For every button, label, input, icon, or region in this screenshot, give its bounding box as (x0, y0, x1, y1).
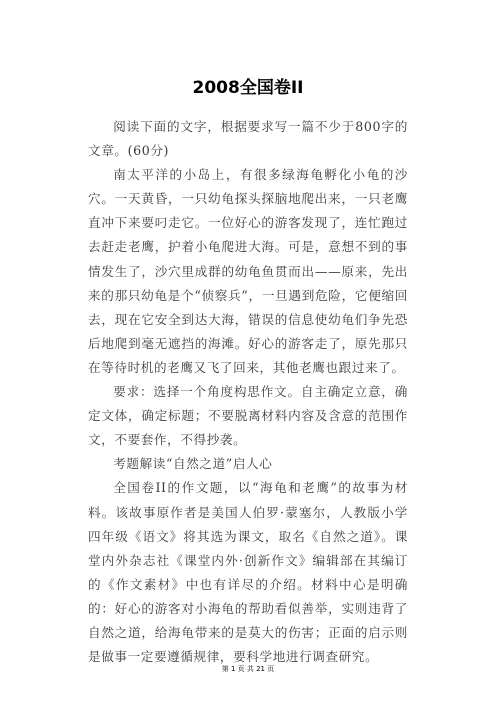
document-body (88, 115, 408, 669)
paragraph-instructions: 阅读下面的文字，根据要求写一篇不少于800字的文章。(60分) (88, 119, 408, 159)
paragraph-analysis-heading: 考题解读“自然之道”启人心 (113, 456, 273, 472)
document-title: 2008全国卷II (192, 78, 304, 98)
paragraph-requirements: 要求：选择一个角度构思作文。自主确定立意，确定文体，确定标题；不要脱离材料内容及含意的范围作文，不要套作，不得抄袭。 (88, 384, 408, 448)
paragraph-analysis: 全国卷II的作文题，以“海龟和老鹰”的故事为材料。该故事原作者是美国人伯罗·蒙塞尔，人教版小学四年级《语文》将其选为课文，取名《自然之道》。课堂内外杂志社《课堂内外·创新作文》编辑部在其编订的《作文素材》中也有详尽的介绍。材料中心是明确的：好心的游客对小海龟的帮助看似善举，实则违背了自然之道，给海龟带来的是莫大的伤害；正面的启示则是做事一定要遵循规律，要科学地进行调查研究。 (88, 480, 408, 665)
paragraph-material: 南太平洋的小岛上，有很多绿海龟孵化小龟的沙穴。一天黄昏，一只幼龟探头探脑地爬出来，一只老鹰直冲下来要叼走它。一位好心的游客发现了，连忙跑过去赶走老鹰，护着小龟爬进大海。可是，意想不到的事情发生了，沙穴里成群的幼龟鱼贯而出——原来，先出来的那只幼龟是个“侦察兵”，一旦遇到危险，它便缩回去，现在它安全到达大海，错误的信息使幼龟们争先恐后地爬到毫无遮挡的海滩。好心的游客走了，原先那只在等待时机的老鹰又飞了回来，其他老鹰也跟过来了。 (88, 167, 408, 375)
page-number-footer: 第 1 页 共 21 页 (221, 665, 275, 673)
